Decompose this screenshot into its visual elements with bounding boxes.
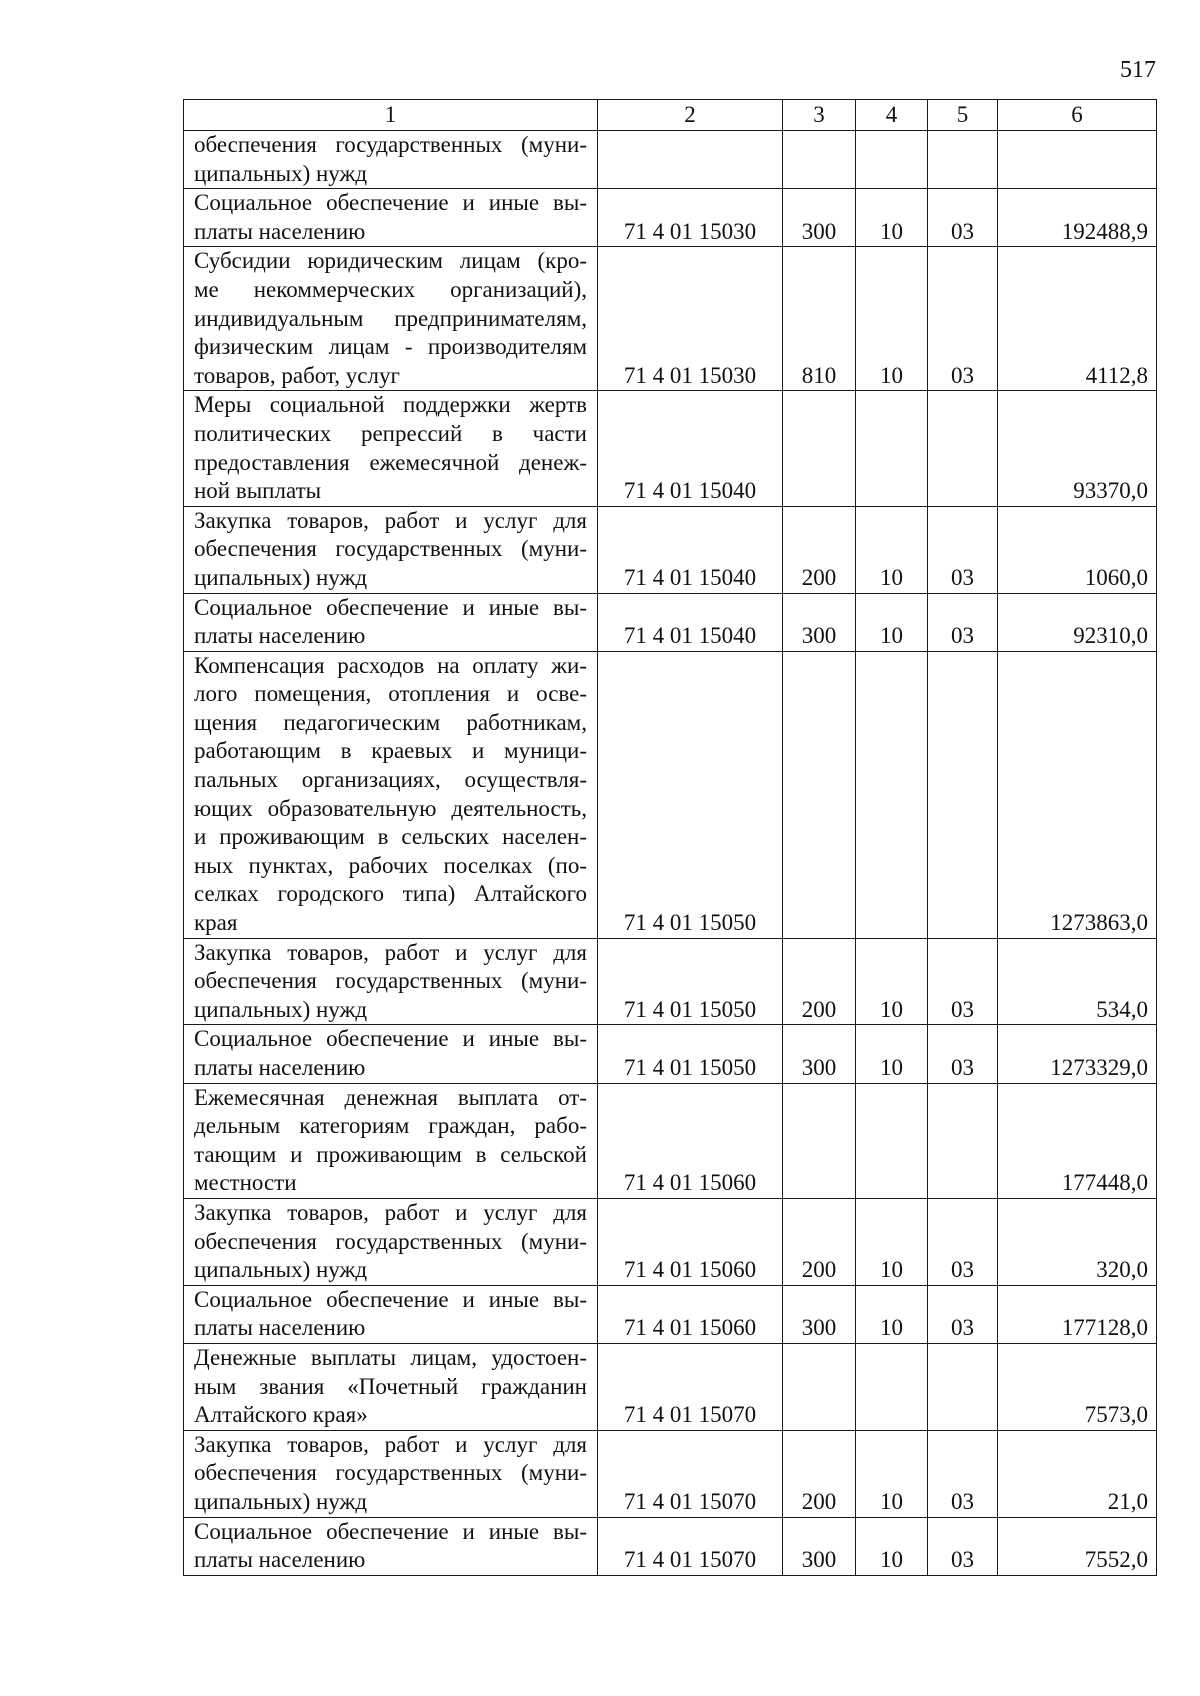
row-subsection: 03 [928, 189, 998, 247]
description-line: Субсидии юридическим лицам (кро- [194, 248, 587, 274]
row-target-code: 71 4 01 15070 [598, 1430, 783, 1517]
table-row [184, 1083, 1157, 1198]
description-line: ных пунктах, рабочих поселках (по- [194, 852, 587, 878]
description-line: платы населению [194, 623, 366, 649]
description-line: Закупка товаров, работ и услуг для [194, 939, 587, 965]
row-section: 10 [856, 1517, 928, 1575]
description-line: обеспечения государственных (муни- [194, 536, 587, 562]
budget-table [183, 99, 1157, 1576]
description-line: индивидуальным предпринимателям, [194, 305, 587, 331]
description-line: Закупка товаров, работ и услуг для [194, 1199, 587, 1225]
row-section: 10 [856, 938, 928, 1025]
description-line: политических репрессий в части [194, 420, 587, 446]
row-amount: 1273863,0 [998, 651, 1157, 938]
row-target-code: 71 4 01 15050 [598, 651, 783, 938]
row-section: 10 [856, 593, 928, 651]
row-description [184, 651, 598, 938]
description-line: ципальных) нужд [194, 160, 368, 186]
row-target-code: 71 4 01 15060 [598, 1285, 783, 1343]
description-line: ципальных) нужд [194, 1257, 368, 1283]
row-description [184, 1517, 598, 1575]
row-description [184, 391, 598, 506]
column-header-4: 4 [856, 100, 928, 131]
row-amount: 7552,0 [998, 1517, 1157, 1575]
description-line: селках городского типа) Алтайского [194, 881, 587, 907]
column-header-6: 6 [998, 100, 1157, 131]
description-line: Закупка товаров, работ и услуг для [194, 1431, 587, 1457]
page-number: 517 [1120, 57, 1156, 83]
table-row [184, 1343, 1157, 1430]
description-line: платы населению [194, 1547, 366, 1573]
row-description [184, 1083, 598, 1198]
row-description [184, 189, 598, 247]
row-section [856, 391, 928, 506]
description-line: товаров, работ, услуг [194, 362, 400, 388]
row-section: 10 [856, 1198, 928, 1285]
row-subsection: 03 [928, 506, 998, 593]
row-description [184, 1430, 598, 1517]
description-line: Компенсация расходов на оплату жи- [194, 652, 587, 678]
row-subsection [928, 131, 998, 189]
row-expense-type: 300 [783, 593, 856, 651]
row-expense-type: 810 [783, 247, 856, 391]
row-target-code: 71 4 01 15070 [598, 1517, 783, 1575]
row-expense-type: 300 [783, 1285, 856, 1343]
row-subsection [928, 651, 998, 938]
description-line: ным звания «Почетный гражданин [194, 1373, 587, 1399]
description-line: платы населению [194, 218, 366, 244]
description-line: Алтайского края» [194, 1402, 368, 1428]
row-expense-type: 200 [783, 1430, 856, 1517]
row-expense-type: 200 [783, 1198, 856, 1285]
table-header-row [184, 100, 1157, 131]
row-subsection [928, 1083, 998, 1198]
description-line: ной выплаты [194, 478, 322, 504]
row-target-code: 71 4 01 15040 [598, 506, 783, 593]
row-target-code: 71 4 01 15040 [598, 391, 783, 506]
row-section [856, 651, 928, 938]
description-line: дельным категориям граждан, рабо- [194, 1113, 587, 1139]
row-description [184, 1343, 598, 1430]
table-row [184, 506, 1157, 593]
row-amount: 7573,0 [998, 1343, 1157, 1430]
description-line: Денежные выплаты лицам, удостоен- [194, 1344, 587, 1370]
row-expense-type [783, 1343, 856, 1430]
column-header-3: 3 [783, 100, 856, 131]
description-line: платы населению [194, 1315, 366, 1341]
row-expense-type [783, 651, 856, 938]
row-description [184, 938, 598, 1025]
description-line: обеспечения государственных (муни- [194, 968, 587, 994]
row-target-code: 71 4 01 15050 [598, 1025, 783, 1083]
row-target-code: 71 4 01 15060 [598, 1198, 783, 1285]
description-line: ципальных) нужд [194, 564, 368, 590]
row-target-code: 71 4 01 15060 [598, 1083, 783, 1198]
row-amount: 177128,0 [998, 1285, 1157, 1343]
description-line: Социальное обеспечение и иные вы- [194, 1286, 587, 1312]
row-description [184, 506, 598, 593]
description-line: платы населению [194, 1055, 366, 1080]
table-row [184, 1517, 1157, 1575]
row-subsection: 03 [928, 1517, 998, 1575]
column-header-1: 1 [184, 100, 598, 131]
row-target-code: 71 4 01 15030 [598, 189, 783, 247]
description-line: предоставления ежемесячной денеж- [194, 449, 587, 475]
row-description [184, 593, 598, 651]
row-section: 10 [856, 506, 928, 593]
row-expense-type: 200 [783, 506, 856, 593]
description-line: Закупка товаров, работ и услуг для [194, 507, 587, 533]
description-line: обеспечения государственных (муни- [194, 132, 587, 157]
description-line: Социальное обеспечение и иные вы- [194, 1026, 587, 1052]
description-line: Социальное обеспечение и иные вы- [194, 1518, 587, 1544]
description-line: края [194, 910, 238, 936]
table-row [184, 247, 1157, 391]
row-amount: 1060,0 [998, 506, 1157, 593]
description-line: тающим и проживающим в сельской [194, 1141, 587, 1167]
row-section: 10 [856, 1025, 928, 1083]
row-target-code: 71 4 01 15030 [598, 247, 783, 391]
row-section: 10 [856, 189, 928, 247]
row-target-code: 71 4 01 15050 [598, 938, 783, 1025]
description-line: ющих образовательную деятельность, [194, 795, 587, 821]
row-subsection [928, 1343, 998, 1430]
row-target-code: 71 4 01 15070 [598, 1343, 783, 1430]
row-amount: 177448,0 [998, 1083, 1157, 1198]
row-subsection: 03 [928, 938, 998, 1025]
row-expense-type [783, 1083, 856, 1198]
description-line: лого помещения, отопления и осве- [194, 681, 587, 707]
row-amount: 93370,0 [998, 391, 1157, 506]
table-row [184, 1430, 1157, 1517]
row-description [184, 1198, 598, 1285]
row-amount: 534,0 [998, 938, 1157, 1025]
row-section: 10 [856, 1430, 928, 1517]
row-amount: 1273329,0 [998, 1025, 1157, 1083]
row-target-code: 71 4 01 15040 [598, 593, 783, 651]
description-line: физическим лицам - производителям [194, 334, 587, 360]
description-line: ме некоммерческих организаций), [194, 276, 587, 302]
description-line: работающим в краевых и муници- [194, 738, 587, 764]
row-description [184, 1025, 598, 1083]
row-amount [998, 131, 1157, 189]
row-amount: 320,0 [998, 1198, 1157, 1285]
row-section [856, 131, 928, 189]
row-amount: 92310,0 [998, 593, 1157, 651]
row-section: 10 [856, 1285, 928, 1343]
row-description [184, 1285, 598, 1343]
row-subsection: 03 [928, 1430, 998, 1517]
table-row [184, 189, 1157, 247]
table-row [184, 1025, 1157, 1083]
row-subsection [928, 391, 998, 506]
description-line: местности [194, 1170, 297, 1196]
row-expense-type: 300 [783, 1025, 856, 1083]
description-line: Социальное обеспечение и иные вы- [194, 594, 587, 620]
row-expense-type: 300 [783, 1517, 856, 1575]
column-header-5: 5 [928, 100, 998, 131]
column-header-2: 2 [598, 100, 783, 131]
table-row [184, 131, 1157, 189]
description-line: Социальное обеспечение и иные вы- [194, 190, 587, 216]
table-row [184, 938, 1157, 1025]
row-section [856, 1083, 928, 1198]
row-section [856, 1343, 928, 1430]
row-expense-type [783, 391, 856, 506]
row-subsection: 03 [928, 1285, 998, 1343]
row-section: 10 [856, 247, 928, 391]
description-line: обеспечения государственных (муни- [194, 1460, 587, 1486]
table-row [184, 593, 1157, 651]
row-subsection: 03 [928, 1025, 998, 1083]
table-row [184, 1285, 1157, 1343]
description-line: пальных организациях, осуществля- [194, 767, 587, 793]
row-amount: 4112,8 [998, 247, 1157, 391]
description-line: ципальных) нужд [194, 996, 368, 1022]
table-row [184, 391, 1157, 506]
table-row [184, 651, 1157, 938]
row-subsection: 03 [928, 247, 998, 391]
description-line: ципальных) нужд [194, 1488, 368, 1514]
row-subsection: 03 [928, 1198, 998, 1285]
description-line: Меры социальной поддержки жертв [194, 392, 587, 418]
description-line: щения педагогическим работникам, [194, 709, 587, 735]
table-row [184, 1198, 1157, 1285]
row-expense-type: 300 [783, 189, 856, 247]
row-target-code [598, 131, 783, 189]
description-line: Ежемесячная денежная выплата от- [194, 1084, 587, 1110]
description-line: обеспечения государственных (муни- [194, 1228, 587, 1254]
row-amount: 21,0 [998, 1430, 1157, 1517]
row-description [184, 131, 598, 189]
description-line: и проживающим в сельских населен- [194, 824, 587, 850]
row-expense-type: 200 [783, 938, 856, 1025]
row-description [184, 247, 598, 391]
row-expense-type [783, 131, 856, 189]
row-subsection: 03 [928, 593, 998, 651]
row-amount: 192488,9 [998, 189, 1157, 247]
